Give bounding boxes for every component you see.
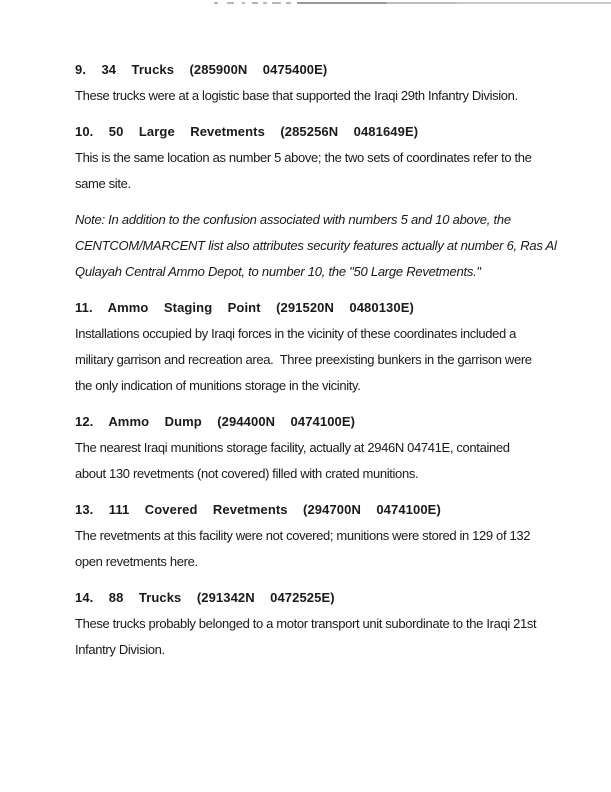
scan-artifact-dash [272,2,281,4]
section-body [75,83,595,109]
scan-artifact-dash [214,2,218,4]
body-line: same site. [75,176,131,191]
scan-artifact-line [297,2,387,4]
body-line: These trucks were at a logistic base that supported the Iraqi 29th Infantry Division. [75,88,518,103]
section-heading: 10. 50 Large Revetments (285256N 0481649E) [75,124,419,139]
document-section [75,57,595,109]
body-line: about 130 revetments (not covered) filled with crated munitions. [75,466,419,481]
section-body [75,523,595,575]
scan-artifact-dash [286,2,291,4]
scan-artifact-line [457,2,611,4]
section-body [75,321,595,399]
document-section [75,119,595,197]
scan-artifact-dash [252,2,258,4]
body-line: Installations occupied by Iraqi forces in the vicinity of these coordinates included a [75,326,517,341]
scan-artifact-dash [227,2,234,4]
body-line: Infantry Division. [75,642,165,657]
section-body [75,145,595,197]
body-line: Note: In addition to the confusion associated with numbers 5 and 10 above, the [75,212,511,227]
section-heading: 14. 88 Trucks (291342N 0472525E) [75,590,335,605]
document-section [75,295,595,399]
scan-artifact-line [387,2,457,4]
document-section [75,497,595,575]
body-line: This is the same location as number 5 above; the two sets of coordinates refer to the [75,150,532,165]
scan-artifact-dash [242,2,245,4]
document-content [75,57,595,673]
body-line: military garrison and recreation area. Three preexisting bunkers in the garrison were [75,352,532,367]
body-line: These trucks probably belonged to a motor transport unit subordinate to the Iraqi 21st [75,616,537,631]
body-line: The nearest Iraqi munitions storage facility, actually at 2946N 04741E, contained [75,440,510,455]
section-heading: 9. 34 Trucks (285900N 0475400E) [75,62,328,77]
body-line: The revetments at this facility were not covered; munitions were stored in 129 of 132 [75,528,531,543]
body-line: Qulayah Central Ammo Depot, to number 10, the "50 Large Revetments." [75,264,481,279]
section-heading: 11. Ammo Staging Point (291520N 0480130E) [75,300,414,315]
section-body [75,611,595,663]
note-section [75,207,595,285]
body-line: CENTCOM/MARCENT list also attributes security features actually at number 6, Ras Al [75,238,557,253]
document-section [75,409,595,487]
section-body [75,207,595,285]
body-line: the only indication of munitions storage in the vicinity. [75,378,361,393]
body-line: open revetments here. [75,554,198,569]
document-section [75,585,595,663]
scan-artifact-dash [263,2,267,4]
section-heading: 12. Ammo Dump (294400N 0474100E) [75,414,356,429]
section-heading: 13. 111 Covered Revetments (294700N 0474100E) [75,502,441,517]
section-body [75,435,595,487]
